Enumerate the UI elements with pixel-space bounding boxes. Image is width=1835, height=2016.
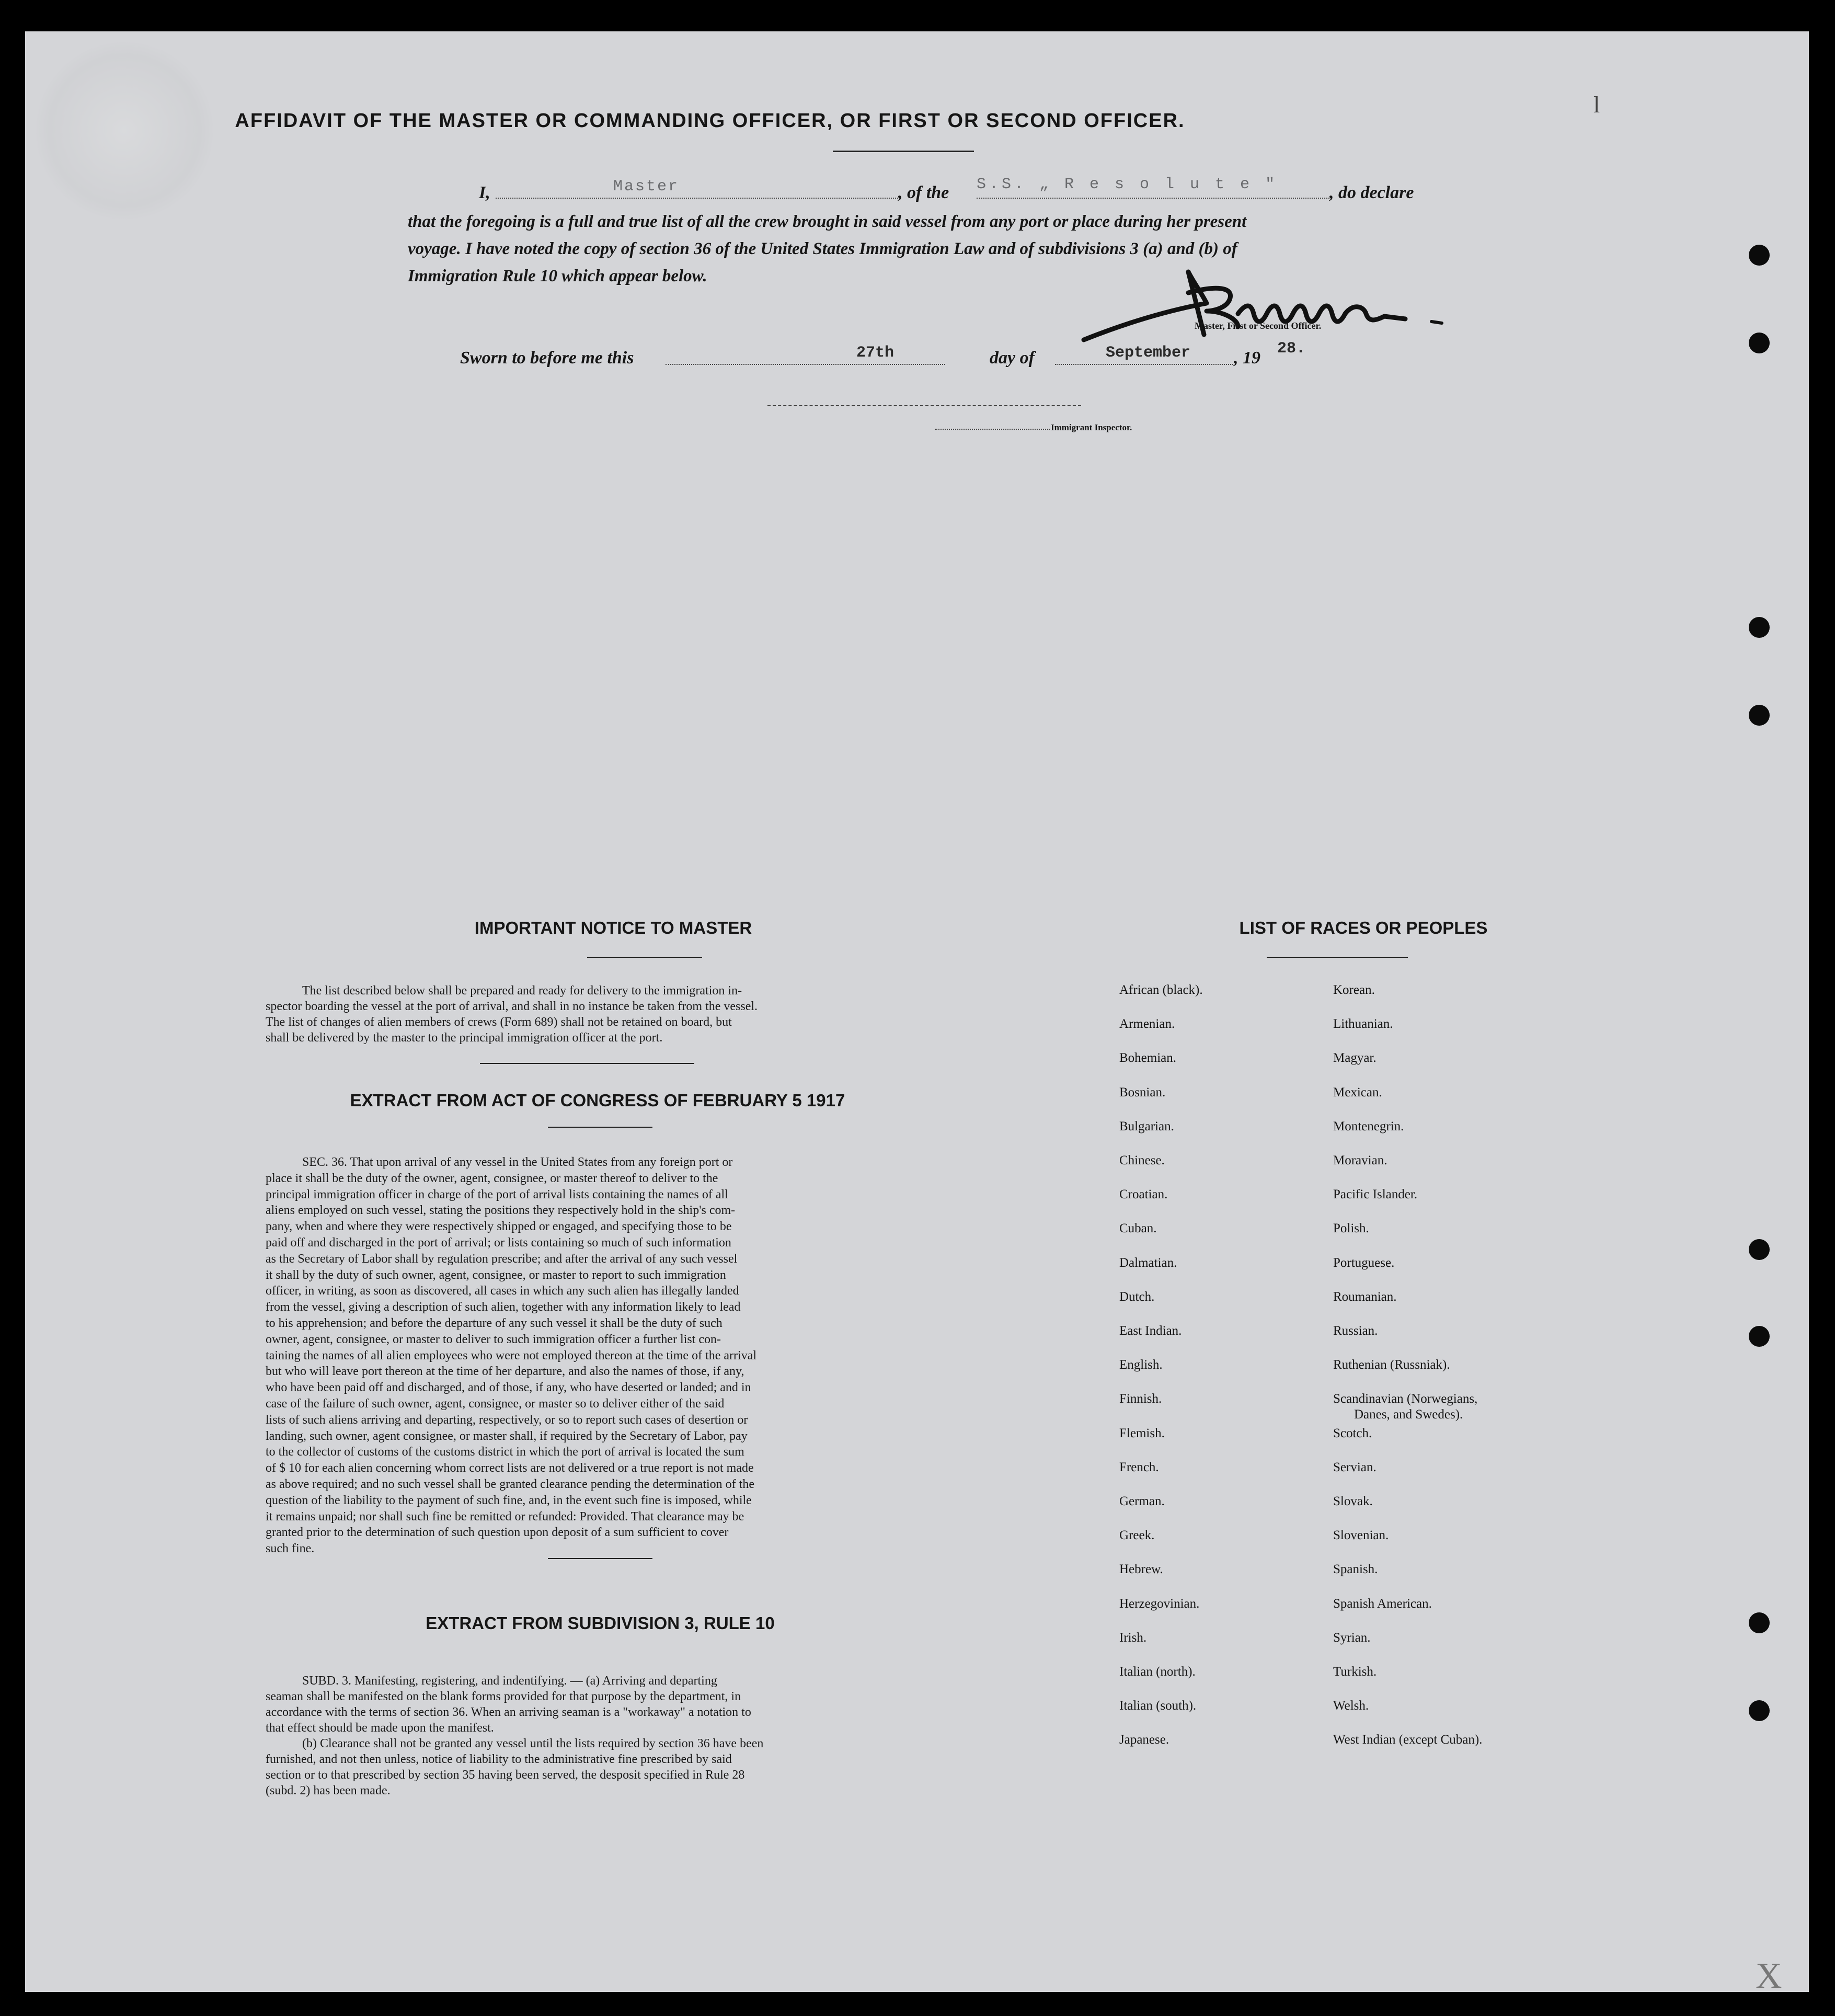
act-line: granted prior to the determination of such question upon deposit of a sum sufficient to cover xyxy=(266,1526,729,1540)
inspector-label: Immigrant Inspector. xyxy=(1051,422,1132,432)
act-line: to his apprehension; and before the departure of any such vessel it shall be the duty of such xyxy=(266,1316,722,1330)
vessel-value: S.S. „ R e s o l u t e " xyxy=(977,176,1278,193)
race-item: East Indian. xyxy=(1119,1324,1182,1338)
act-line: question of the liability to the payment of such fine, and, in the event such fine is imposed, while xyxy=(266,1493,752,1507)
corner-mark: X xyxy=(1756,1956,1782,1996)
notice-line: The list of changes of alien members of crews (Form 689) shall not be retained on board, but xyxy=(266,1015,732,1029)
affidavit-i-label: I, xyxy=(479,183,490,202)
notice-title: IMPORTANT NOTICE TO MASTER xyxy=(474,918,752,937)
officer-value: Master xyxy=(613,178,680,196)
act-line: principal immigration officer in charge of the port of arrival lists containing the names of all xyxy=(266,1187,728,1201)
signer-master-label: Master, xyxy=(1195,320,1225,331)
race-item: Lithuanian. xyxy=(1333,1017,1393,1032)
race-item: Chinese. xyxy=(1119,1153,1165,1167)
race-item: Herzegovinian. xyxy=(1119,1596,1200,1611)
race-item: Dutch. xyxy=(1119,1289,1155,1304)
act-line: aliens employed on such vessel, stating the positions they respectively hold in the ship's com- xyxy=(266,1204,736,1218)
race-item: Welsh. xyxy=(1333,1699,1369,1713)
act-line: such fine. xyxy=(266,1542,315,1556)
rule-line: section or to that prescribed by section 35 having been served, the desposit specified in Rule 28 xyxy=(266,1768,745,1782)
act-line: but who will leave port thereon at the time of her departure, and also the names of those, if any, xyxy=(266,1365,744,1379)
master-signature xyxy=(1081,261,1478,350)
act-title: EXTRACT FROM ACT OF CONGRESS OF FEBRUARY 5 1917 xyxy=(350,1091,845,1110)
handwritten-mark: l xyxy=(1593,92,1600,118)
year-prefix: , 19 xyxy=(1234,348,1260,368)
notice-line: spector boarding the vessel at the port of arrival, and shall in no instance be taken from the vessel. xyxy=(266,1000,758,1013)
act-line: officer, in writing, as soon as discovered, all cases in which any such alien has illegally landed xyxy=(266,1284,739,1298)
race-item: Montenegrin. xyxy=(1333,1119,1404,1133)
rule-line: (subd. 2) has been made. xyxy=(266,1784,391,1797)
race-item: Spanish. xyxy=(1333,1562,1378,1577)
race-item: Servian. xyxy=(1333,1460,1377,1474)
race-item: Mexican. xyxy=(1333,1085,1382,1099)
binder-hole xyxy=(1749,705,1770,726)
sworn-day-value: 27th xyxy=(856,344,894,362)
race-item: Flemish. xyxy=(1119,1426,1165,1440)
of-the-label: , of the xyxy=(898,183,949,202)
race-item: Pacific Islander. xyxy=(1333,1187,1418,1202)
notice-paragraph xyxy=(266,983,937,1046)
race-item: Bosnian. xyxy=(1119,1085,1166,1099)
race-item: Ruthenian (Russniak). xyxy=(1333,1358,1450,1372)
race-item: Dalmatian. xyxy=(1119,1255,1177,1270)
race-item: Polish. xyxy=(1333,1221,1369,1236)
act-line: taining the names of all alien employees who were not employed thereon at the time of the arrival xyxy=(266,1348,757,1362)
affidavit-title: AFFIDAVIT OF THE MASTER OR COMMANDING OFFICER, OR FIRST OR SECOND OFFICER. xyxy=(235,110,1185,132)
race-item: Greek. xyxy=(1119,1528,1155,1543)
act-bottom-rule xyxy=(548,1558,652,1559)
notice-bottom-rule xyxy=(480,1063,694,1064)
year-suffix: 28. xyxy=(1277,340,1306,358)
race-item: West Indian (except Cuban). xyxy=(1333,1733,1483,1747)
act-line: case of the failure of such owner, agent, consignee, or master so to deliver either of the said xyxy=(266,1396,725,1411)
race-item: Turkish. xyxy=(1333,1665,1377,1679)
rule-line: that effect should be made upon the manifest. xyxy=(266,1721,494,1735)
races-rule xyxy=(1267,957,1408,958)
act-line: pany, when and where they were respectively shipped or engaged, and specifying those to be xyxy=(266,1220,732,1234)
affidavit-body-line-2: voyage. I have noted the copy of section 36 of the United States Immigration Law and of subdivisions 3 (a) and (b) of xyxy=(408,239,1237,258)
inspector-dotted-line xyxy=(935,429,1050,430)
race-item: Spanish American. xyxy=(1333,1596,1432,1611)
inspector-signature-line xyxy=(767,405,1081,406)
race-item: Bohemian. xyxy=(1119,1051,1177,1066)
race-item: African (black). xyxy=(1119,983,1203,997)
notice-line: shall be delivered by the master to the principal immigration officer at the port. xyxy=(266,1031,663,1045)
race-item: Japanese. xyxy=(1119,1733,1169,1747)
act-rule xyxy=(548,1127,652,1128)
act-line: as above required; and no such vessel shall be granted clearance pending the determination of the xyxy=(266,1477,754,1491)
signer-label xyxy=(1195,320,1321,331)
binder-hole xyxy=(1749,1239,1770,1260)
rule-line: furnished, and not then unless, notice of liability to the administrative fine prescribed by said xyxy=(266,1752,732,1766)
binder-hole xyxy=(1749,1326,1770,1347)
act-line: it remains unpaid; nor shall such fine be remitted or refunded: Provided. That clearance may be xyxy=(266,1509,744,1524)
sworn-month-value: September xyxy=(1106,344,1191,362)
rule-line: SUBD. 3. Manifesting, registering, and indentifying. — (a) Arriving and departing xyxy=(302,1674,717,1688)
binder-hole xyxy=(1749,617,1770,638)
race-item: Cuban. xyxy=(1119,1221,1157,1236)
sworn-day-dotted-line xyxy=(666,364,945,365)
act-line: it shall by the duty of such owner, agent, consignee, or master to report to such immigration xyxy=(266,1268,726,1282)
act-line: lists of such aliens arriving and departing, respectively, or so to report such cases of desertion or xyxy=(266,1413,748,1427)
race-item: Russian. xyxy=(1333,1324,1378,1338)
race-item: Moravian. xyxy=(1333,1153,1387,1167)
notice-rule xyxy=(587,957,702,958)
act-line: who have been paid off and discharged, and of those, if any, who have deserted or landed; and in xyxy=(266,1381,751,1395)
race-item: Syrian. xyxy=(1333,1630,1371,1645)
race-item: French. xyxy=(1119,1460,1159,1474)
race-item: Finnish. xyxy=(1119,1392,1162,1406)
race-item: English. xyxy=(1119,1358,1163,1372)
document-page xyxy=(25,31,1809,1996)
rule-line: seaman shall be manifested on the blank forms provided for that purpose by the department, in xyxy=(266,1690,741,1703)
race-item: Croatian. xyxy=(1119,1187,1168,1202)
sworn-label: Sworn to before me this xyxy=(460,348,634,368)
race-item-continuation: Danes, and Swedes). xyxy=(1354,1407,1463,1422)
race-item: Italian (north). xyxy=(1119,1665,1196,1679)
race-item: Roumanian. xyxy=(1333,1289,1397,1304)
affidavit-body-line-1: that the foregoing is a full and true list of all the crew brought in said vessel from any port or place during her present xyxy=(408,212,1247,231)
binder-hole xyxy=(1749,1700,1770,1721)
race-item: Armenian. xyxy=(1119,1017,1175,1032)
affidavit-body-line-3: Immigration Rule 10 which appear below. xyxy=(408,267,707,285)
race-item: Bulgarian. xyxy=(1119,1119,1174,1133)
rule-paragraph xyxy=(266,1673,937,1799)
act-line: owner, agent, consignee, or master to deliver to such immigration officer a further list con- xyxy=(266,1332,721,1346)
sworn-month-dotted-line xyxy=(1055,364,1233,365)
act-line: paid off and discharged in the port of arrival; or lists containing so much of such information xyxy=(266,1235,731,1250)
races-title: LIST OF RACES OR PEOPLES xyxy=(1239,918,1488,937)
title-rule xyxy=(833,151,974,152)
rule-line: accordance with the terms of section 36. When an arriving seaman is a "workaway" a notation to xyxy=(266,1705,751,1719)
act-line: from the vessel, giving a description of such alien, together with any information likely to lead xyxy=(266,1300,741,1314)
notice-line: The list described below shall be prepared and ready for delivery to the immigration in- xyxy=(302,984,742,998)
act-line: as the Secretary of Labor shall by regulation prescribe; and after the arrival of any such vessel xyxy=(266,1252,738,1266)
binder-hole xyxy=(1749,1612,1770,1633)
race-item: Slovak. xyxy=(1333,1494,1373,1508)
race-item: Scandinavian (Norwegians, xyxy=(1333,1392,1478,1406)
rule-line: (b) Clearance shall not be granted any vessel until the lists required by section 36 have been xyxy=(302,1737,764,1750)
officer-dotted-line xyxy=(496,198,898,199)
do-declare-label: , do declare xyxy=(1329,183,1414,202)
act-line: to the collector of customs of the customs district in which the port of arrival is located the sum xyxy=(266,1445,744,1459)
act-line: place it shall be the duty of the owner, agent, consignee, or master thereof to deliver to the xyxy=(266,1171,718,1185)
act-line: landing, such owner, agent consignee, or master shall, if required by the Secretary of Labor, pay xyxy=(266,1429,748,1443)
act-line: SEC. 36. That upon arrival of any vessel in the United States from any foreign port or xyxy=(302,1155,733,1169)
binder-hole xyxy=(1749,245,1770,266)
race-item: Irish. xyxy=(1119,1630,1147,1645)
vessel-dotted-line xyxy=(977,198,1329,199)
binder-hole xyxy=(1749,333,1770,353)
race-item: Italian (south). xyxy=(1119,1699,1197,1713)
act-line: of $ 10 for each alien concerning whom correct lists are not delivered or a true report is not made xyxy=(266,1461,754,1475)
day-of-label: day of xyxy=(990,348,1035,368)
signer-struck-label: First or Second Officer. xyxy=(1227,320,1322,331)
race-item: Slovenian. xyxy=(1333,1528,1389,1543)
race-item: Hebrew. xyxy=(1119,1562,1163,1577)
act-paragraph xyxy=(266,1154,937,1557)
race-item: Magyar. xyxy=(1333,1051,1377,1066)
race-item: Portuguese. xyxy=(1333,1255,1395,1270)
race-item: German. xyxy=(1119,1494,1165,1508)
race-item: Scotch. xyxy=(1333,1426,1372,1440)
race-item: Korean. xyxy=(1333,983,1375,997)
rule-title: EXTRACT FROM SUBDIVISION 3, RULE 10 xyxy=(426,1613,775,1633)
